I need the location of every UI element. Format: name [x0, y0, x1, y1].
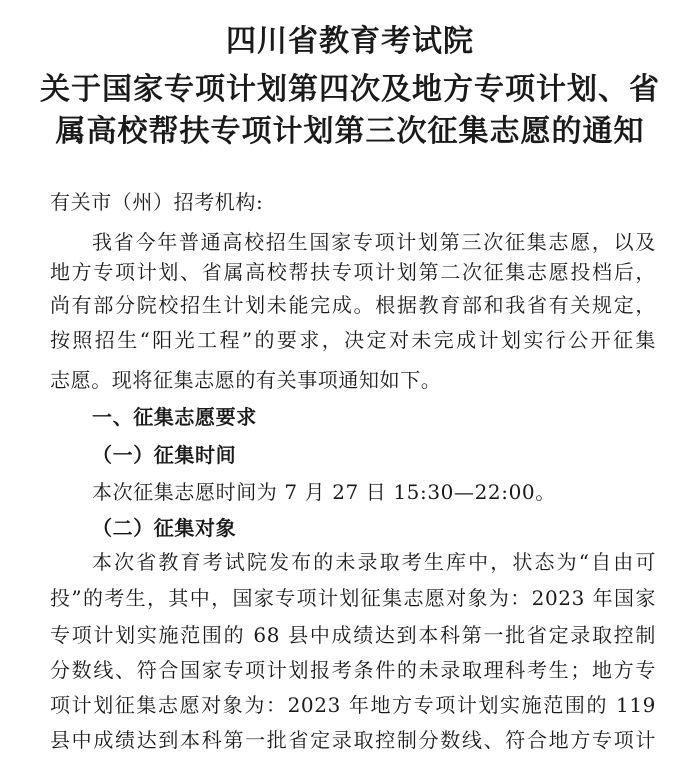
subsection-1-text: 本次征集志愿时间为 7 月 27 日 15:30—22:00。	[92, 480, 556, 504]
title-line-1: 四川省教育考试院	[226, 24, 474, 59]
subsection-2-line-5: 项计划征集志愿对象为：2023 年地方专项计划实施范围的 119	[50, 693, 656, 717]
salutation: 有关市（州）招考机构:	[50, 190, 264, 214]
subsection-1-heading: （一）征集时间	[92, 443, 237, 467]
title-line-3: 属高校帮扶专项计划第三次征集志愿的通知	[55, 114, 645, 149]
subsection-2-line-3: 专项计划实施范围的 68 县中成绩达到本科第一批省定录取控制	[50, 623, 656, 647]
intro-line-3: 尚有部分院校招生计划未能完成。根据教育部和我省有关规定，	[50, 293, 656, 317]
section-1-heading: 一、征集志愿要求	[92, 405, 257, 429]
subsection-2-line-1: 本次省教育考试院发布的未录取考生库中，状态为“自由可	[92, 550, 656, 574]
subsection-2-line-2: 投”的考生，其中，国家专项计划征集志愿对象为：2023 年国家	[50, 586, 656, 610]
intro-line-4: 按照招生“阳光工程”的要求，决定对未完成计划实行公开征集	[50, 328, 656, 352]
intro-line-1: 我省今年普通高校招生国家专项计划第三次征集志愿，以及	[92, 230, 656, 254]
title-line-2: 关于国家专项计划第四次及地方专项计划、省	[40, 72, 660, 107]
subsection-2-line-6: 县中成绩达到本科第一批省定录取控制分数线、符合地方专项计	[50, 728, 656, 752]
subsection-2-heading: （二）征集对象	[92, 516, 237, 540]
subsection-2-line-4: 分数线、符合国家专项计划报考条件的未录取理科考生；地方专	[50, 658, 656, 682]
intro-line-2: 地方专项计划、省属高校帮扶专项计划第二次征集志愿投档后，	[50, 260, 656, 284]
intro-line-5: 志愿。现将征集志愿的有关事项通知如下。	[50, 368, 442, 392]
